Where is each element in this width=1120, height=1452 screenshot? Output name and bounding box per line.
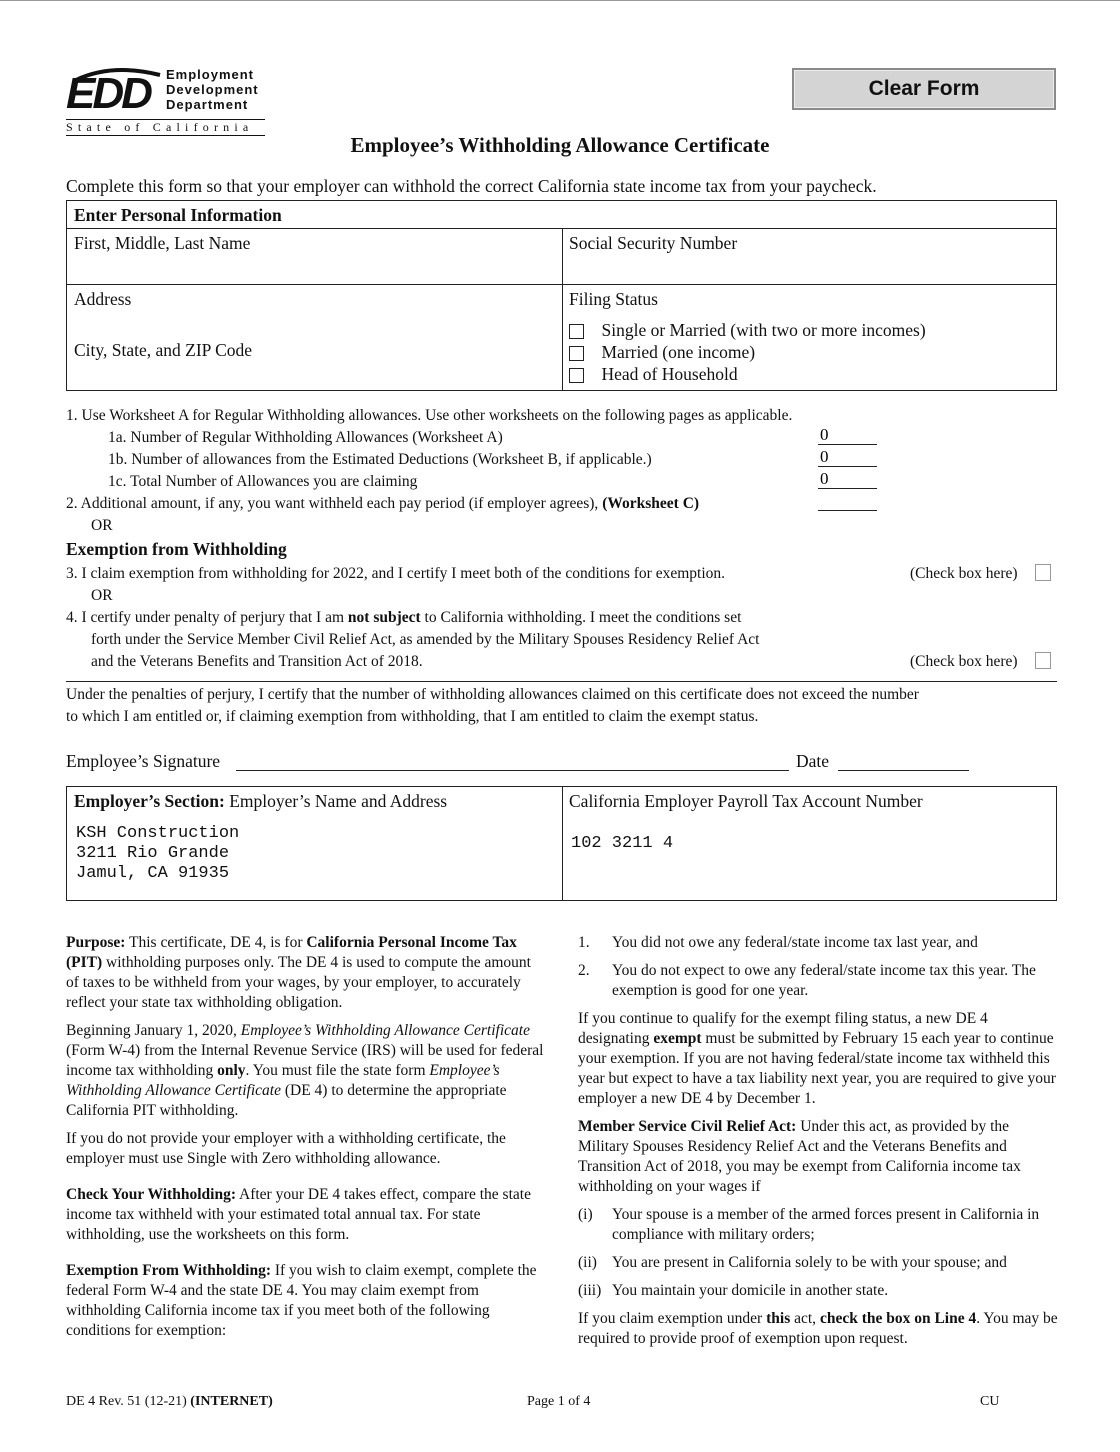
line-1c-input[interactable] [818,469,877,489]
employer-name-line2: 3211 Rio Grande [76,844,230,863]
line-4-checkbox[interactable] [1035,652,1051,669]
roman-item-3 [578,1281,1058,1301]
roman-1-number: (i) [578,1206,593,1223]
w4-italic-1: Employee’s Withholding Allowance Certificate [240,1022,530,1039]
employer-box [66,786,1057,901]
member-service-head: Member Service Civil Relief Act: [578,1118,797,1135]
filing-status-options [569,319,926,385]
condition-1 [578,933,1058,953]
condition-2-text: You do not expect to owe any federal/state income tax this year. The exemption is good for one year. [612,962,1036,999]
line-1a-input[interactable] [818,425,877,445]
filing-head-label: Head of Household [601,364,738,384]
filing-option-single[interactable] [569,319,926,341]
exemption-head: Exemption From Withholding: [66,1262,271,1279]
line-1b-text: 1b. Number of allowances from the Estimated Deductions (Worksheet B, if applicable.) [108,451,652,468]
purpose-text-2: withholding purposes only. The DE 4 is used to compute the amount of taxes to be withheld from your wages, by your employer, to accurately reflect your state tax withholding obligation. [66,954,531,1011]
purpose-bold: California Personal Income Tax (PIT) [66,934,517,971]
divider [66,681,1057,682]
filing-option-head[interactable] [569,363,926,385]
qualify-bold: exempt [653,1030,702,1047]
filing-status-label: Filing Status [569,289,658,309]
w4-paragraph [66,1021,546,1121]
logo-letters: EDD [66,69,150,118]
payroll-account-label: California Employer Payroll Tax Account Number [569,791,923,811]
no-certificate-paragraph: If you do not provide your employer with a withholding certificate, the employer must use Single with Zero withholding allowance. [66,1130,506,1167]
roman-3-number: (iii) [578,1282,602,1299]
line-3-checkbox[interactable] [1035,564,1051,581]
claim-bold-1: this [766,1310,791,1327]
w4-text-4: (DE 4) to determine the appropriate California PIT withholding. [66,1082,507,1119]
employer-name-address[interactable] [76,824,239,884]
footer-form-id-text: DE 4 Rev. 51 (12-21) [66,1394,187,1409]
claim-bold-2: check the box on Line 4 [819,1310,977,1327]
w4-text-2: (Form W-4) from the Internal Revenue Service (IRS) will be used for federal income tax withholding [66,1042,544,1079]
city-state-zip-label: City, State, and ZIP Code [74,340,253,360]
personal-section-header: Enter Personal Information [74,205,282,225]
line-4-part-a: 4. I certify under penalty of perjury that I am [66,609,345,626]
logo-state: State of California [66,119,265,136]
instructions-right-column [578,933,1058,1357]
date-input[interactable] [838,749,969,771]
purpose-text-1: This certificate, DE 4, is for [129,934,303,951]
check-withholding-head: Check Your Withholding: [66,1186,236,1203]
clear-form-button[interactable]: Clear Form [792,68,1056,110]
roman-1-text: Your spouse is a member of the armed forces present in California in compliance with military orders; [612,1206,1040,1243]
instructions-left-column [66,933,546,1349]
claim-text-3: . You may be required to provide proof of exemption upon request. [578,1310,1058,1347]
certification-text-2: to which I am entitled or, if claiming exemption from withholding, that I am entitled to claim the exempt status. [66,708,759,725]
filing-single-checkbox[interactable] [569,324,584,339]
city-state-zip-input[interactable] [73,363,555,387]
roman-2-number: (ii) [578,1254,597,1271]
line-4-bold: not subject [347,609,421,626]
line-1b-input[interactable] [818,447,877,467]
roman-item-2 [578,1253,1058,1273]
intro-text: Complete this form so that your employer can withhold the correct California state income tax from your paycheck. [66,176,877,196]
exemption-paragraph [66,1261,546,1341]
line-4-check-label: (Check box here) [910,653,1018,670]
line-2-input[interactable] [818,491,877,511]
payroll-account-value[interactable]: 102 3211 4 [571,834,674,853]
line-2-main: 2. Additional amount, if any, you want withheld each pay period (if employer agrees), [66,495,599,512]
name-input[interactable] [73,257,555,281]
w4-text-3: . You must file the state form [245,1062,426,1079]
exemption-header: Exemption from Withholding [66,539,287,559]
logo-dept-line1: Employment [166,67,255,82]
roman-item-1 [578,1205,1058,1245]
edd-logo [66,67,266,139]
personal-info-box [66,200,1057,391]
employer-section-bold: Employer’s Section: [74,791,225,811]
form-title: Employee’s Withholding Allowance Certificate [350,133,770,157]
line-1a-text: 1a. Number of Regular Withholding Allowances (Worksheet A) [108,429,503,446]
filing-head-checkbox[interactable] [569,368,584,383]
employer-name-line3: Jamul, CA 91935 [76,864,230,883]
roman-3-text: You maintain your domicile in another state. [612,1282,889,1299]
exemption-text: If you wish to claim exempt, complete the federal Form W-4 and the state DE 4. You may claim exempt from withholding California income tax if you meet both of the following conditions for exemption: [66,1262,537,1339]
member-service-text: Under this act, as provided by the Military Spouses Residency Relief Act and the Veterans Benefits and Transition Act of 2018, you may be exempt from California income tax withholding on your wages if [578,1118,1021,1195]
w4-bold: only [217,1062,246,1079]
line-2-text [66,495,699,513]
date-label: Date [796,751,830,771]
condition-2 [578,961,1058,1001]
condition-1-number: 1. [578,934,590,951]
purpose-paragraph [66,933,546,1013]
logo-department-name [166,67,259,112]
line-1-text: 1. Use Worksheet A for Regular Withholding allowances. Use other worksheets on the following pages as applicable. [66,407,793,424]
line-4-part-b: to California withholding. I meet the conditions set [424,609,742,626]
line-3-check-label: (Check box here) [910,565,1018,582]
condition-2-number: 2. [578,962,590,979]
employer-name-line1: KSH Construction [76,824,240,843]
footer-form-id [66,1394,273,1410]
certification-text-1: Under the penalties of perjury, I certify that the number of withholding allowances claimed on this certificate does not exceed the number [66,686,919,703]
member-service-paragraph [578,1117,1058,1197]
or-text-1: OR [91,517,113,534]
name-label: First, Middle, Last Name [74,233,251,253]
line-4-text-d: and the Veterans Benefits and Transition Act of 2018. [91,653,423,670]
check-withholding-text: After your DE 4 takes effect, compare the state income tax withheld with your estimated total annual tax. For state withholding, use the worksheets on this form. [66,1186,531,1243]
line-3-text: 3. I claim exemption from withholding for 2022, and I certify I meet both of the conditions for exemption. [66,565,726,582]
w4-italic-2: Employee’s Withholding Allowance Certificate [66,1062,500,1099]
roman-2-text: You are present in California solely to be with your spouse; and [612,1254,1007,1271]
qualify-text-2: must be submitted by February 15 each year to continue your exemption. If you are not having federal/state income tax withheld this year but expect to have a tax liability next year, you are required to give your employer a new DE 4 by December 1. [578,1030,1056,1107]
employer-section-label [74,791,447,812]
line-4-text-c: forth under the Service Member Civil Relief Act, as amended by the Military Spouses Residency Relief Act [91,631,760,648]
condition-1-text: You did not owe any federal/state income tax last year, and [612,934,978,951]
claim-text-1: If you claim exemption under [578,1310,763,1327]
qualify-text-1: If you continue to qualify for the exempt filing status, a new DE 4 designating [578,1010,988,1047]
w4-text-1: Beginning January 1, 2020, [66,1022,237,1039]
address-label: Address [74,289,132,309]
or-text-2: OR [91,587,113,604]
employer-section-rest: Employer’s Name and Address [229,791,448,811]
line-2-bold: (Worksheet C) [602,495,700,512]
claim-exemption-paragraph [578,1309,1058,1349]
line-1c-text: 1c. Total Number of Allowances you are claiming [108,473,418,490]
footer-code: CU [980,1394,1000,1409]
footer-page-number: Page 1 of 4 [527,1394,591,1409]
filing-married-checkbox[interactable] [569,346,584,361]
line-4-text-a [66,609,741,627]
signature-input[interactable] [236,749,789,771]
address-input[interactable] [73,313,555,337]
qualify-paragraph [578,1009,1058,1109]
logo-dept-line3: Department [166,97,249,112]
signature-label: Employee’s Signature [66,751,221,771]
footer-form-id-bold: (INTERNET) [190,1394,273,1409]
filing-married-label: Married (one income) [601,342,756,362]
ssn-input[interactable] [568,257,1050,281]
check-withholding-paragraph [66,1185,546,1245]
purpose-head: Purpose: [66,934,126,951]
ssn-label: Social Security Number [569,233,738,253]
filing-option-married[interactable] [569,341,926,363]
logo-dept-line2: Development [166,82,259,97]
claim-text-2: act, [794,1310,817,1327]
filing-single-label: Single or Married (with two or more incomes) [601,320,926,340]
